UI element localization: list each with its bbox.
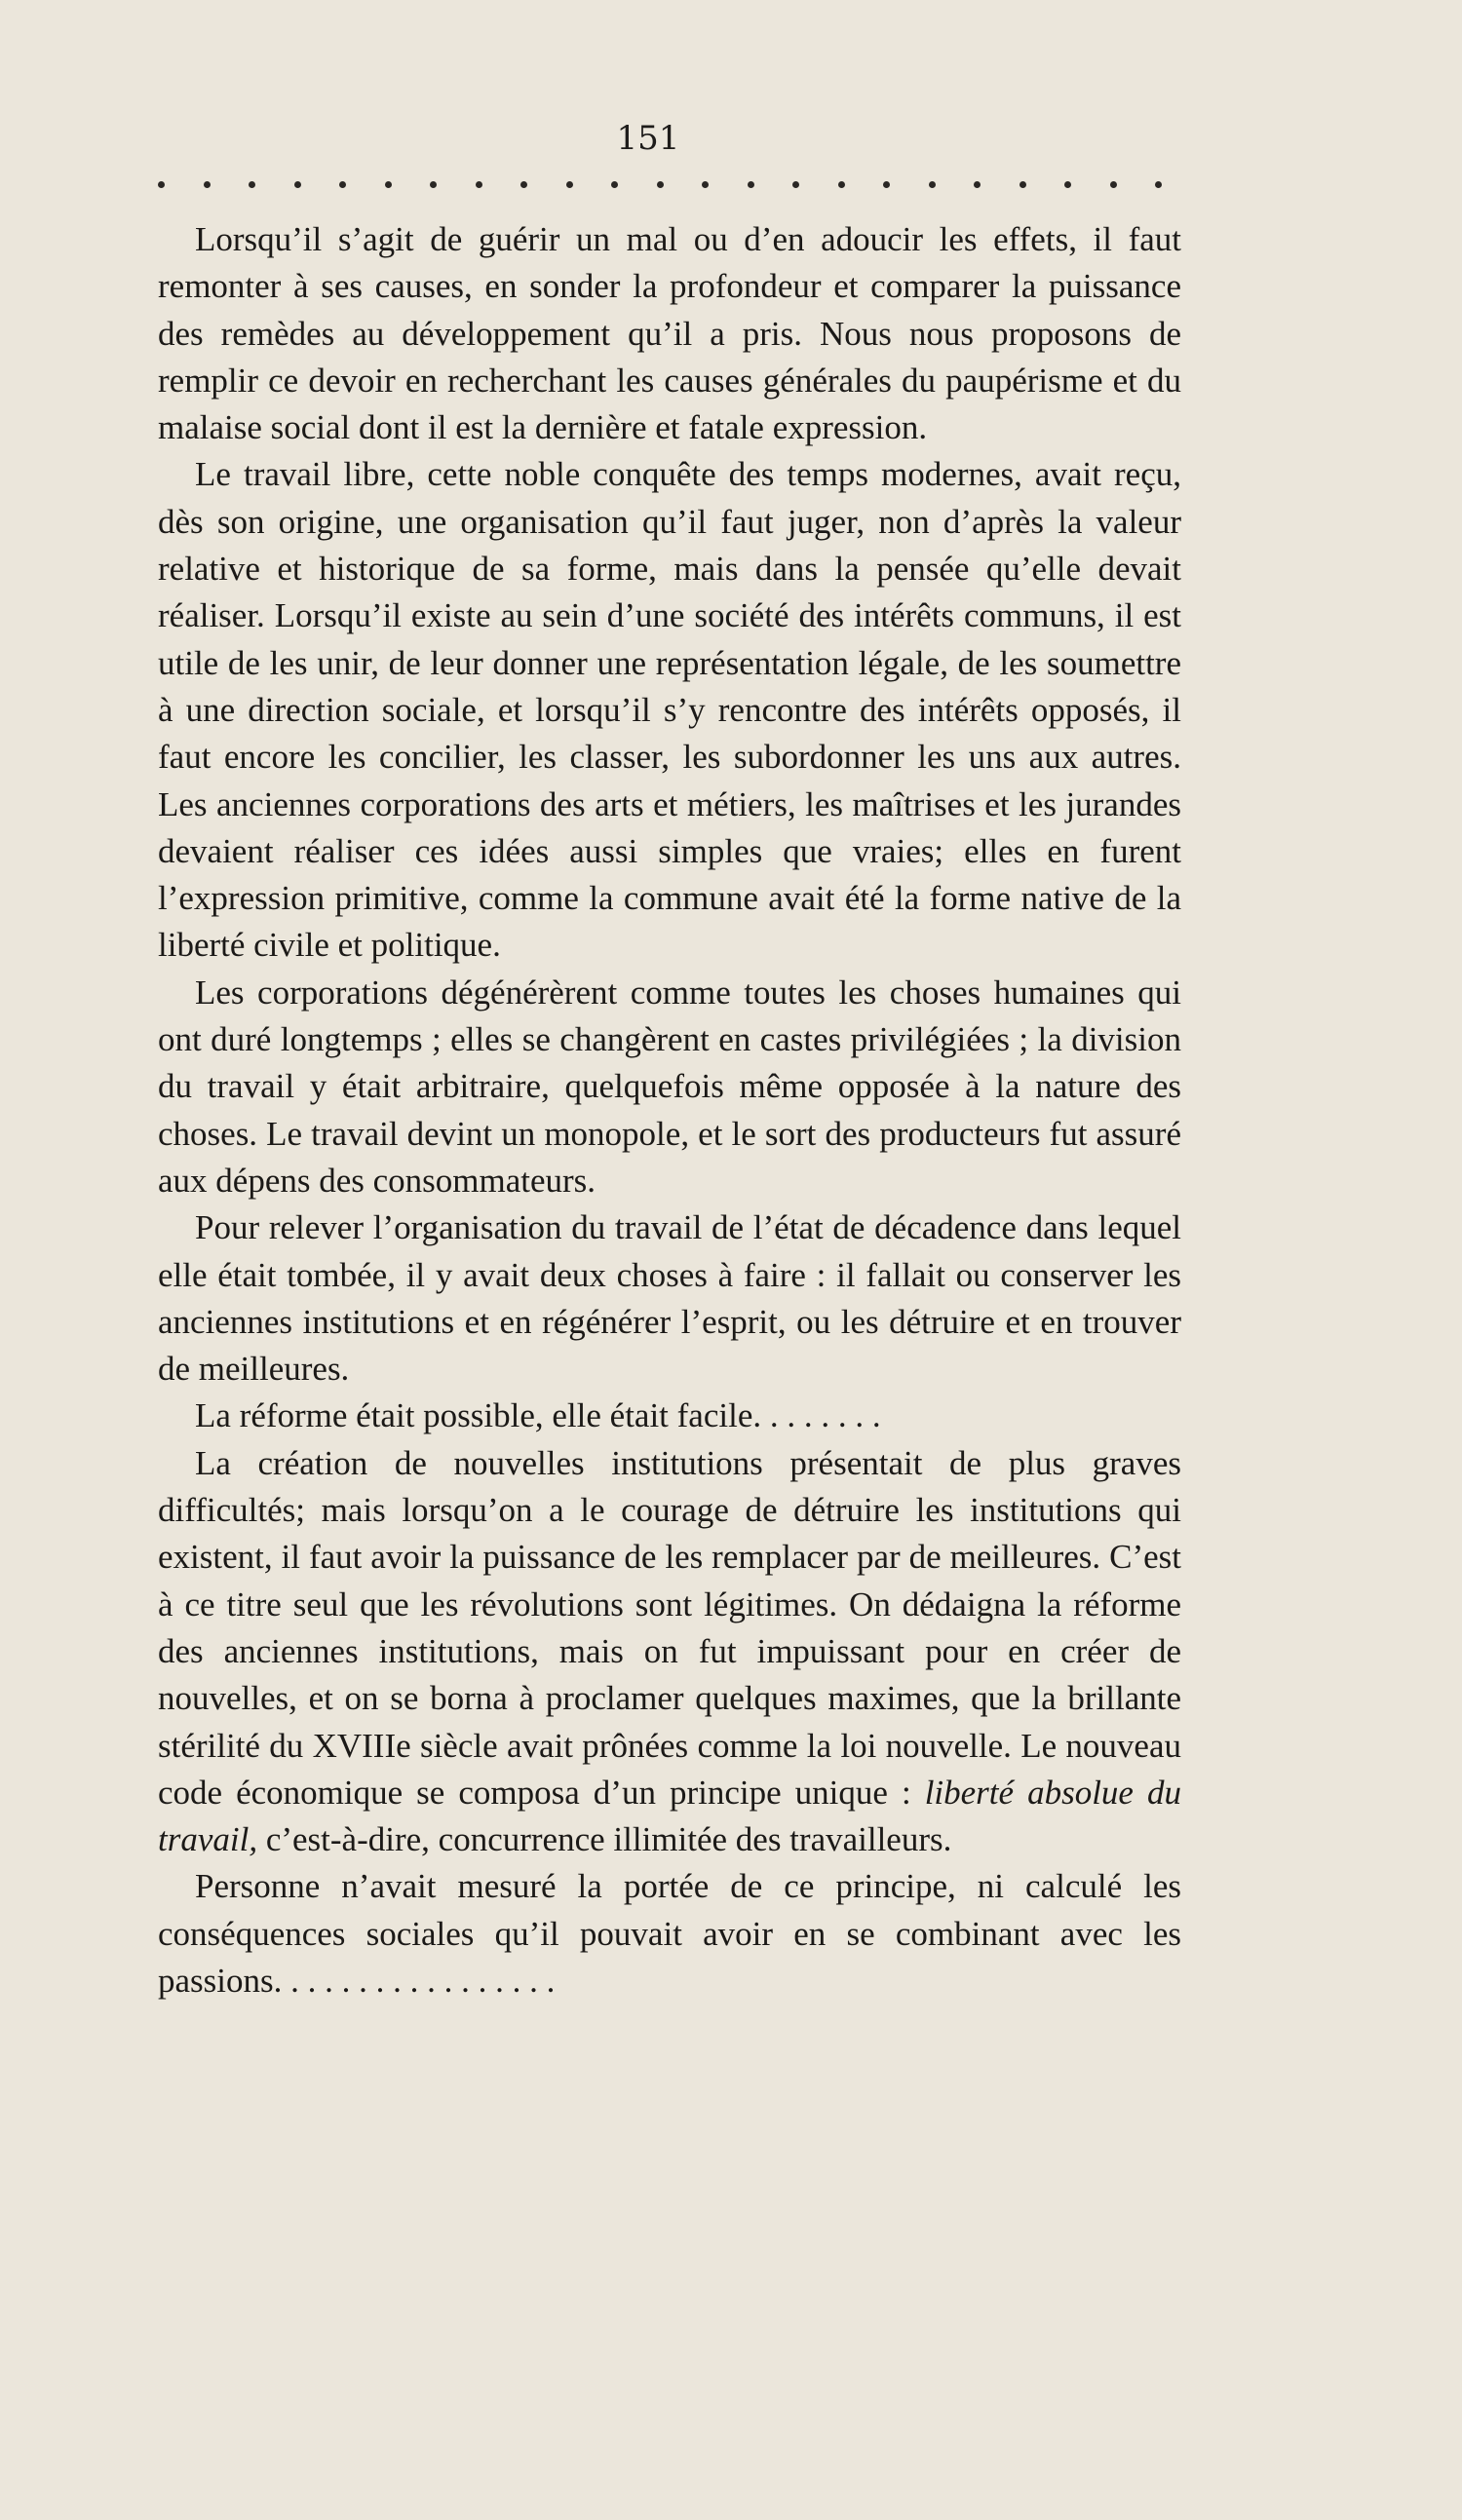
italic-phrase: liberté absolue du travail, bbox=[158, 1773, 1181, 1859]
paragraph-2: Le travail libre, cette noble conquête des temps modernes, avait reçu, dès son origine, une organisation qu’il faut juger, non d’après la valeur relative et historique de sa forme, mais dans la pensée qu’elle devait réaliser. Lorsqu’il existe au sein d’une société des intérêts communs, il est utile de les unir, de leur donner une représentation légale, de les soumettre à une direction sociale, et lorsqu’il s’y rencontre des intérêts opposés, il faut encore les concilier, les classer, les subordonner les uns aux autres. Les anciennes corporations des arts et métiers, les maîtrises et les jurandes devaient réaliser ces idées aussi simples que vraies; elles en furent l’expression primitive, comme la commune avait été la forme native de la liberté civile et politique. bbox=[158, 455, 1181, 965]
paragraph-6-tail: c’est-à-dire, concurrence illimitée des travailleurs. bbox=[257, 1820, 952, 1859]
paragraph-7: Personne n’avait mesuré la portée de ce principe, ni calculé les conséquences sociales qu’il pouvait avoir en se combinant avec les passions. . . . . . . . . . . . . . . . . bbox=[158, 1867, 1181, 2000]
ellipsis-dot-leader bbox=[158, 181, 1162, 188]
body-text bbox=[158, 216, 1181, 2005]
page-number: 151 bbox=[616, 119, 680, 158]
paragraph-3: Les corporations dégénérèrent comme toutes les choses humaines qui ont duré longtemps ; elles se changèrent en castes privilégiées ; la division du travail y était arbitraire, quelquefois même opposée à la nature des choses. Le travail devint un monopole, et le sort des producteurs fut assuré aux dépens des consommateurs. bbox=[158, 973, 1181, 1200]
paragraph-1: Lorsqu’il s’agit de guérir un mal ou d’en adoucir les effets, il faut remonter à ses causes, en sonder la profondeur et comparer la puissance des remèdes au développement qu’il a pris. Nous nous proposons de remplir ce devoir en recherchant les causes générales du paupérisme et du malaise social dont il est la dernière et fatale expression. bbox=[158, 220, 1181, 447]
paragraph-4: Pour relever l’organisation du travail de l’état de décadence dans lequel elle était tombée, il y avait deux choses à faire : il fallait ou conserver les anciennes institutions et en régénérer l’esprit, ou les détruire et en trouver de meilleures. bbox=[158, 1208, 1181, 1389]
paragraph-5: La réforme était possible, elle était facile. . . . . . . . bbox=[195, 1396, 881, 1435]
paragraph-6-text: La création de nouvelles institutions présentait de plus graves difficultés; mais lorsqu’on a le courage de détruire les institutions qui existent, il faut avoir la puissance de les remplacer par de meilleures. C’est à ce titre seul que les révolutions sont légitimes. On dédaigna la réforme des anciennes institutions, mais on fut impuissant pour en créer de nouvelles, et on se borna à proclamer quelques maximes, que la brillante stérilité du XVIIIe siècle avait prônées comme la loi nouvelle. Le nouveau code économique se composa d’un principe unique : bbox=[158, 1443, 1181, 1812]
paragraph-6 bbox=[158, 1440, 1181, 1864]
